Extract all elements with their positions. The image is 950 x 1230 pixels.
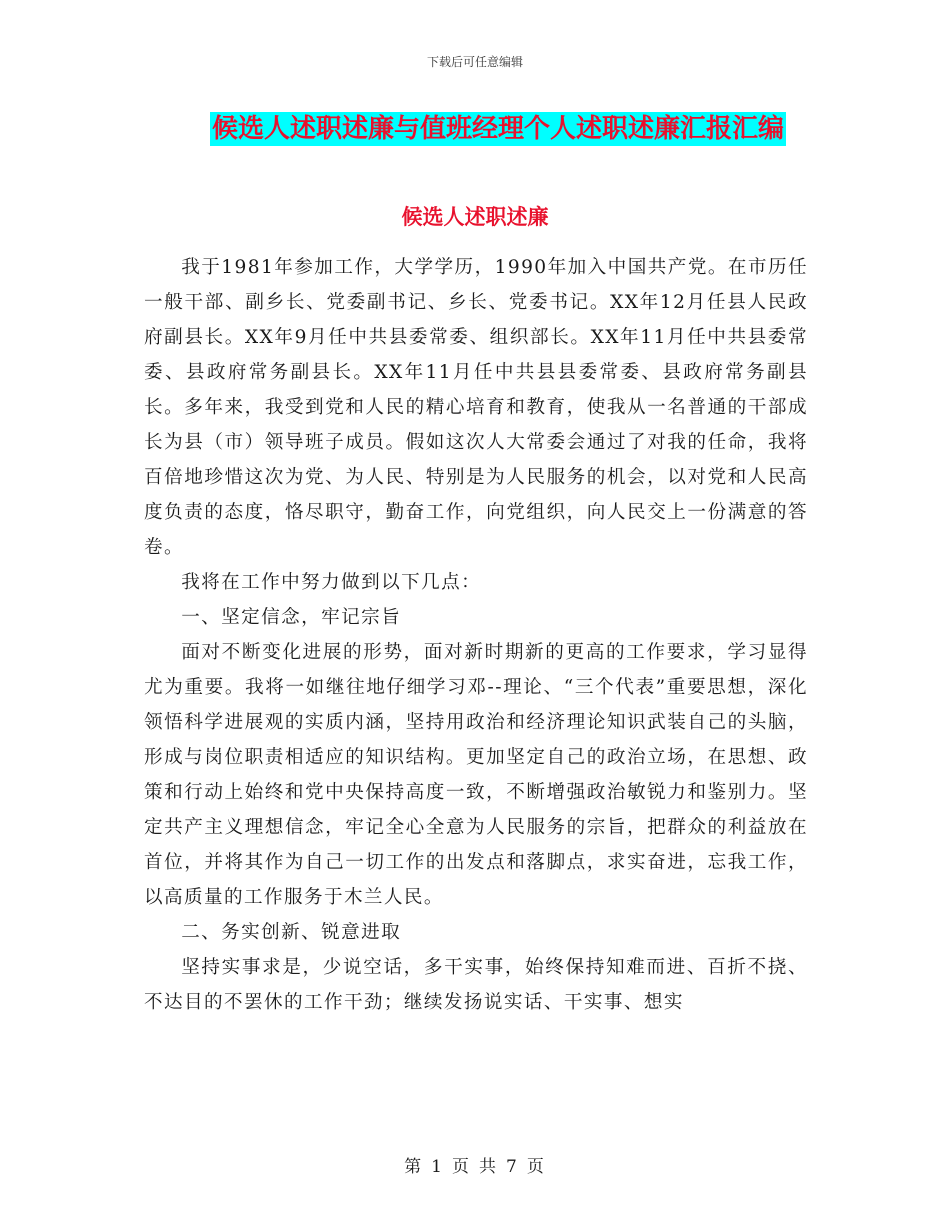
document-title-container (0, 112, 950, 146)
page-label-prefix: 第 (404, 1157, 424, 1177)
section-title: 候选人述职述廉 (401, 204, 549, 229)
page-label-mid1: 页 (452, 1157, 471, 1177)
page-label-suffix: 页 (526, 1157, 546, 1177)
document-body (144, 250, 808, 1020)
heading-point-two: 二、务实创新、锐意进取 (181, 922, 402, 943)
header-note: 下载后可任意编辑 (426, 55, 523, 69)
heading-point-one: 一、坚定信念，牢记宗旨 (181, 607, 402, 628)
page-total: 7 (506, 1157, 519, 1177)
page-current: 1 (431, 1157, 444, 1177)
document-title: 候选人述职述廉与值班经理个人述职述廉汇报汇编 (211, 114, 784, 144)
paragraph-point-one: 面对不断变化进展的形势，面对新时期新的更高的工作要求，学习显得尤为重要。我将一如继往地仔细学习邓--理论、“三个代表”重要思想，深化领悟科学进展观的实质内涵，坚持用政治和经济理论知识武装自己的头脑，形成与岗位职责相适应的知识结构。更加坚定自己的政治立场，在思想、政策和行动上始终和党中央保持高度一致，不断增强政治敏锐力和鉴别力。坚定共产主义理想信念，牢记全心全意为人民服务的宗旨，把群众的利益放在首位，并将其作为自己一切工作的出发点和落脚点，求实奋进，忘我工作，以高质量的工作服务于木兰人民。 (144, 642, 808, 908)
paragraph-point-two: 坚持实事求是，少说空话，多干实事，始终保持知难而进、百折不挠、不达目的不罢休的工作干劲；继续发扬说实话、干实事、想实 (144, 957, 808, 1013)
page-label-mid2: 共 (479, 1157, 498, 1177)
page-footer (0, 1152, 950, 1177)
paragraph-intro: 我于1981年参加工作，大学学历，1990年加入中国共产党。在市历任一般干部、副乡长、党委副书记、乡长、党委书记。XX年12月任县人民政府副县长。XX年9月任中共县委常委、组织部长。XX年11月任中共县委常委、县政府常务副县长。XX年11月任中共县县委常委、县政府常务副县长。多年来，我受到党和人民的精心培育和教育，使我从一名普通的干部成长为县（市）领导班子成员。假如这次人大常委会通过了对我的任命，我将百倍地珍惜这次为党、为人民、特别是为人民服务的机会，以对党和人民高度负责的态度，恪尽职守，勤奋工作，向党组织，向人民交上一份满意的答卷。 (144, 257, 808, 558)
paragraph-commitment: 我将在工作中努力做到以下几点： (181, 572, 482, 593)
